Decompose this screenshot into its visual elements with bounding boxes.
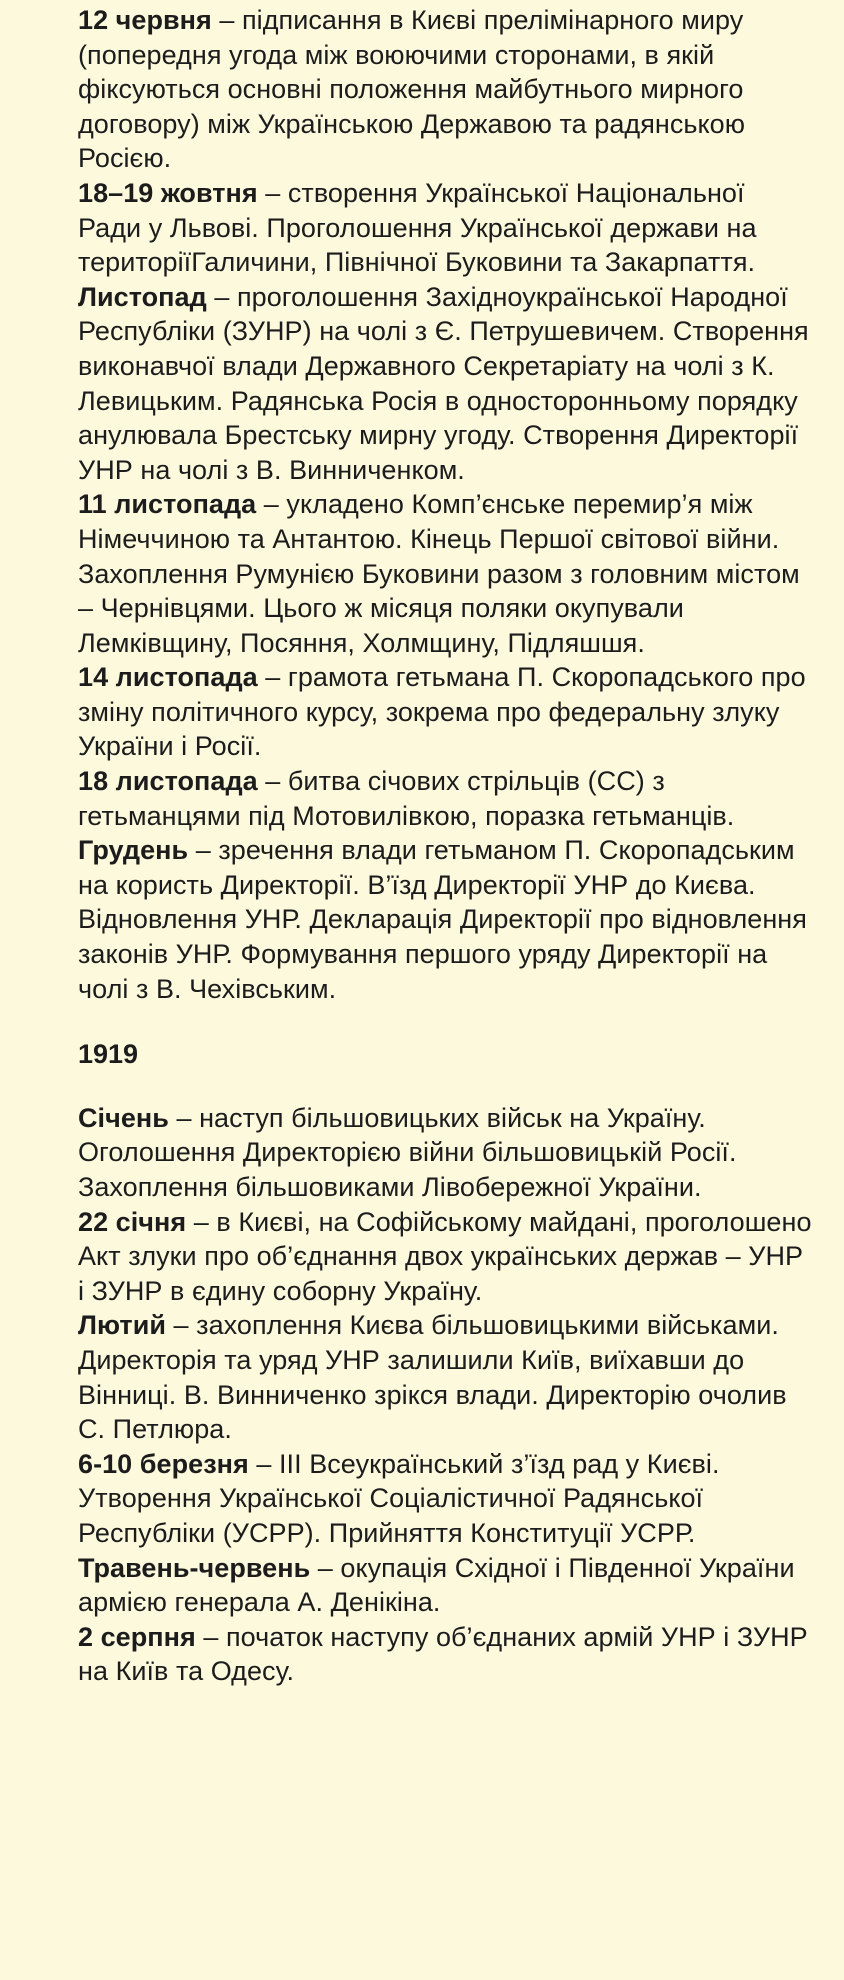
timeline-entry: [78, 833, 814, 1006]
entry-text: – окупація Східної і Південної України армією генерала А. Денікіна.: [78, 1552, 795, 1618]
timeline-entry: [78, 176, 814, 280]
timeline-entry: [78, 1101, 814, 1205]
entry-text: – ІІІ Всеукраїнський з’їзд рад у Києві. Утворення Української Соціалістичної Радянської Республіки (УСРР). Прийняття Конституції УСРР.: [78, 1448, 720, 1548]
timeline-content: [78, 3, 814, 1689]
entry-date: 18 листопада: [78, 766, 258, 797]
entry-text: – підписання в Києві прелімінарного миру (попередня угода між воюючими сторонами, в якій фіксуються основні положення майбутнього мирного договору) між Українською Державою та радянською Росією.: [78, 5, 746, 174]
entry-text: – зречення влади гетьманом П. Скоропадським на користь Директорії. В’їзд Директорії УНР до Києва. Відновлення УНР. Декларація Директорії про відновлення законів УНР. Формування першого уряду Директорії на чолі з В. Чехівським.: [78, 835, 807, 1004]
entry-text: – наступ більшовицьких військ на Україну. Оголошення Директорією війни більшовицькій Росії. Захоплення більшовиками Лівобережної України.: [78, 1102, 737, 1202]
entry-text: – грамота гетьмана П. Скоропадського про зміну політичного курсу, зокрема про федеральну злуку України і Росії.: [78, 662, 806, 762]
timeline-entry: [78, 764, 814, 833]
year-heading: 1919: [78, 1039, 139, 1070]
timeline-entry: [78, 1620, 814, 1689]
entry-date: 18–19 жовтня: [78, 177, 258, 208]
timeline-entry: [78, 1205, 814, 1309]
entry-text: – проголошення Західноукраїнської Народної Республіки (ЗУНР) на чолі з Є. Петрушевичем. Створення виконавчої влади Державного Секретаріату на чолі з К. Левицьким. Радянська Росія в односторонньому порядку анулювала Брестську мирну угоду. Створення Директорії УНР на чолі з В. Винниченком.: [78, 281, 809, 485]
entry-date: 14 листопада: [78, 662, 258, 693]
entry-date: 11 листопада: [78, 489, 257, 520]
timeline-entry: [78, 487, 814, 660]
entry-text: – битва січових стрільців (СС) з гетьманцями під Мотовилівкою, поразка гетьманців.: [78, 766, 735, 831]
timeline-entry: [78, 1551, 814, 1620]
entry-date: 6-10 березня: [78, 1448, 249, 1479]
entry-text: – початок наступу об’єднаних армій УНР і ЗУНР на Київ та Одесу.: [78, 1621, 808, 1687]
timeline-entry: [78, 660, 814, 764]
entry-date: Січень: [78, 1102, 169, 1133]
entry-text: – укладено Комп’єнське перемир’я між Німеччиною та Антантою. Кінець Першої світової війни. Захоплення Румунією Буковини разом з головним містом – Чернівцями. Цього ж місяця поляки окупували Лемківщину, Посяння, Холмщину, Підляшшя.: [78, 489, 800, 658]
entry-date: Травень-червень: [78, 1552, 311, 1583]
entry-date: Лютий: [78, 1310, 166, 1341]
entry-text: – в Києві, на Софійському майдані, проголошено Акт злуки про об’єднання двох українських держав – УНР і ЗУНР в єдину соборну Україну.: [78, 1206, 812, 1306]
timeline-entry: [78, 280, 814, 488]
entry-date: 12 червня: [78, 5, 212, 35]
entry-text: – захоплення Києва більшовицькими військами. Директорія та уряд УНР залишили Київ, виїхавши до Вінниці. В. Винниченко зрікся влади. Директорію очолив С. Петлюра.: [78, 1310, 787, 1445]
entry-date: 2 серпня: [78, 1621, 196, 1652]
timeline-entry: [78, 3, 814, 176]
entry-date: 22 січня: [78, 1206, 187, 1237]
entry-text: – створення Української Національної Ради у Львові. Проголошення Української держави на територіїГаличини, Північної Буковини та Закарпаття.: [78, 177, 757, 278]
timeline-entry: [78, 1308, 814, 1446]
entry-date: Грудень: [78, 835, 189, 866]
entry-date: Листопад: [78, 281, 207, 312]
timeline-entry: [78, 1447, 814, 1551]
